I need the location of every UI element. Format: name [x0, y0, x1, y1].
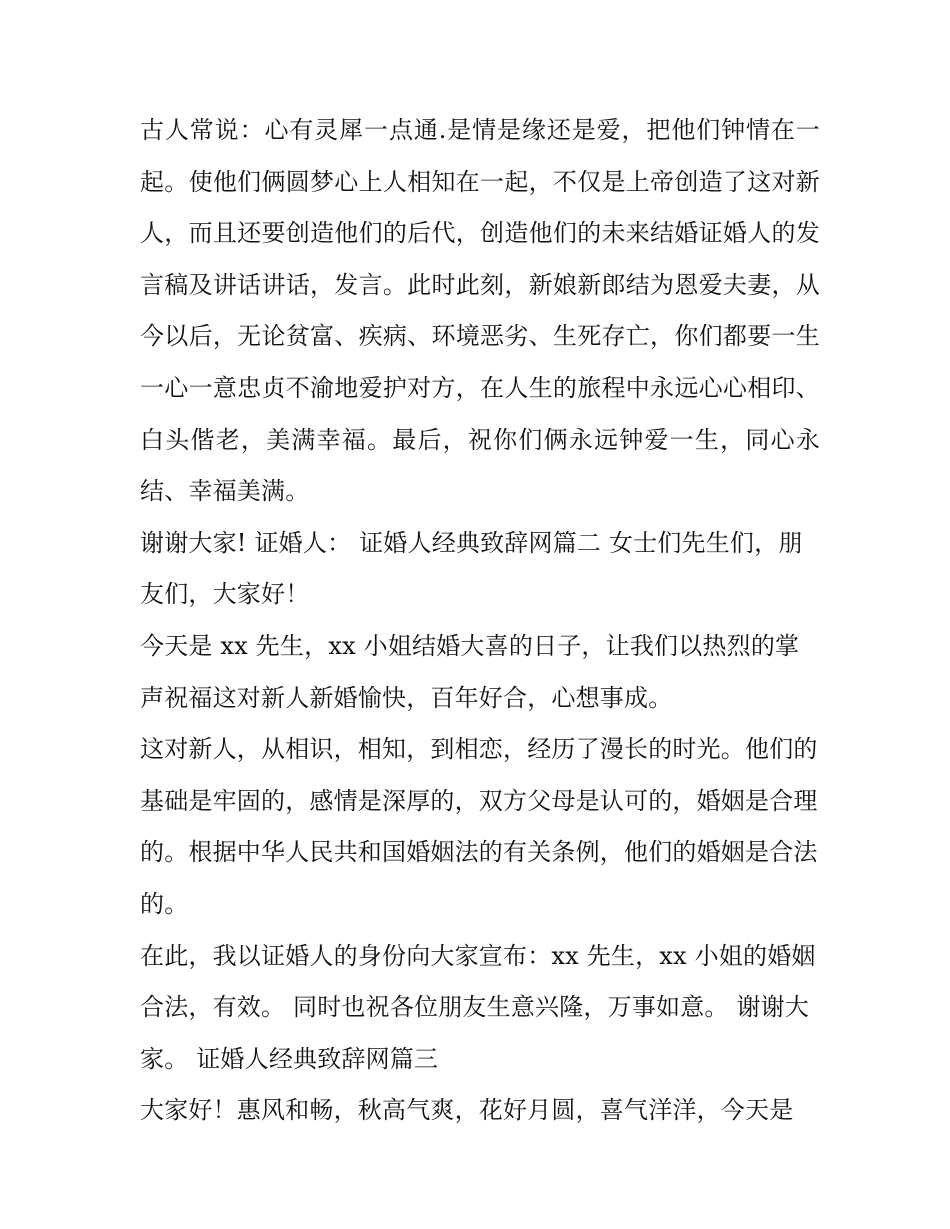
paragraph-greeting: 大家好！惠风和畅，秋高气爽，花好月圆，喜气洋洋，今天是: [140, 1096, 794, 1125]
paragraph-thanks-intro: 谢谢大家! 证婚人： 证婚人经典致辞网篇二 女士们先生们，朋友们，大家好！: [140, 528, 803, 609]
paragraph-wedding-day: 今天是 xx 先生，xx 小姐结婚大喜的日子，让我们以热烈的掌声祝福这对新人新婚愉快，百年好合，心想事成。: [140, 631, 800, 712]
paragraph-couple-history: 这对新人，从相识，相知，到相恋，经历了漫长的时光。他们的基础是牢固的，感情是深厚的，双方父母是认可的，婚姻是合理的。根据中华人民共和国婚姻法的有关条例，他们的婚姻是合法的。: [140, 735, 818, 918]
document-body: [140, 105, 820, 1137]
paragraph-declaration: 在此，我以证婚人的身份向大家宣布：xx 先生，xx 小姐的婚姻合法，有效。 同时也祝各位朋友生意兴隆，万事如意。 谢谢大家。 证婚人经典致辞网篇三: [140, 941, 816, 1073]
paragraph-blessing: 古人常说：心有灵犀一点通.是情是缘还是爱，把他们钟情在一起。使他们俩圆梦心上人相知在一起，不仅是上帝创造了这对新人，而且还要创造他们的后代，创造他们的未来结婚证婚人的发言稿及讲话讲话，发言。此时此刻，新娘新郎结为恩爱夫妻，从今以后，无论贫富、疾病、环境恶劣、生死存亡，你们都要一生一心一意忠贞不渝地爱护对方，在人生的旅程中永远心心相印、白头偕老，美满幸福。最后，祝你们俩永远钟爱一生，同心永结、幸福美满。: [140, 116, 820, 506]
